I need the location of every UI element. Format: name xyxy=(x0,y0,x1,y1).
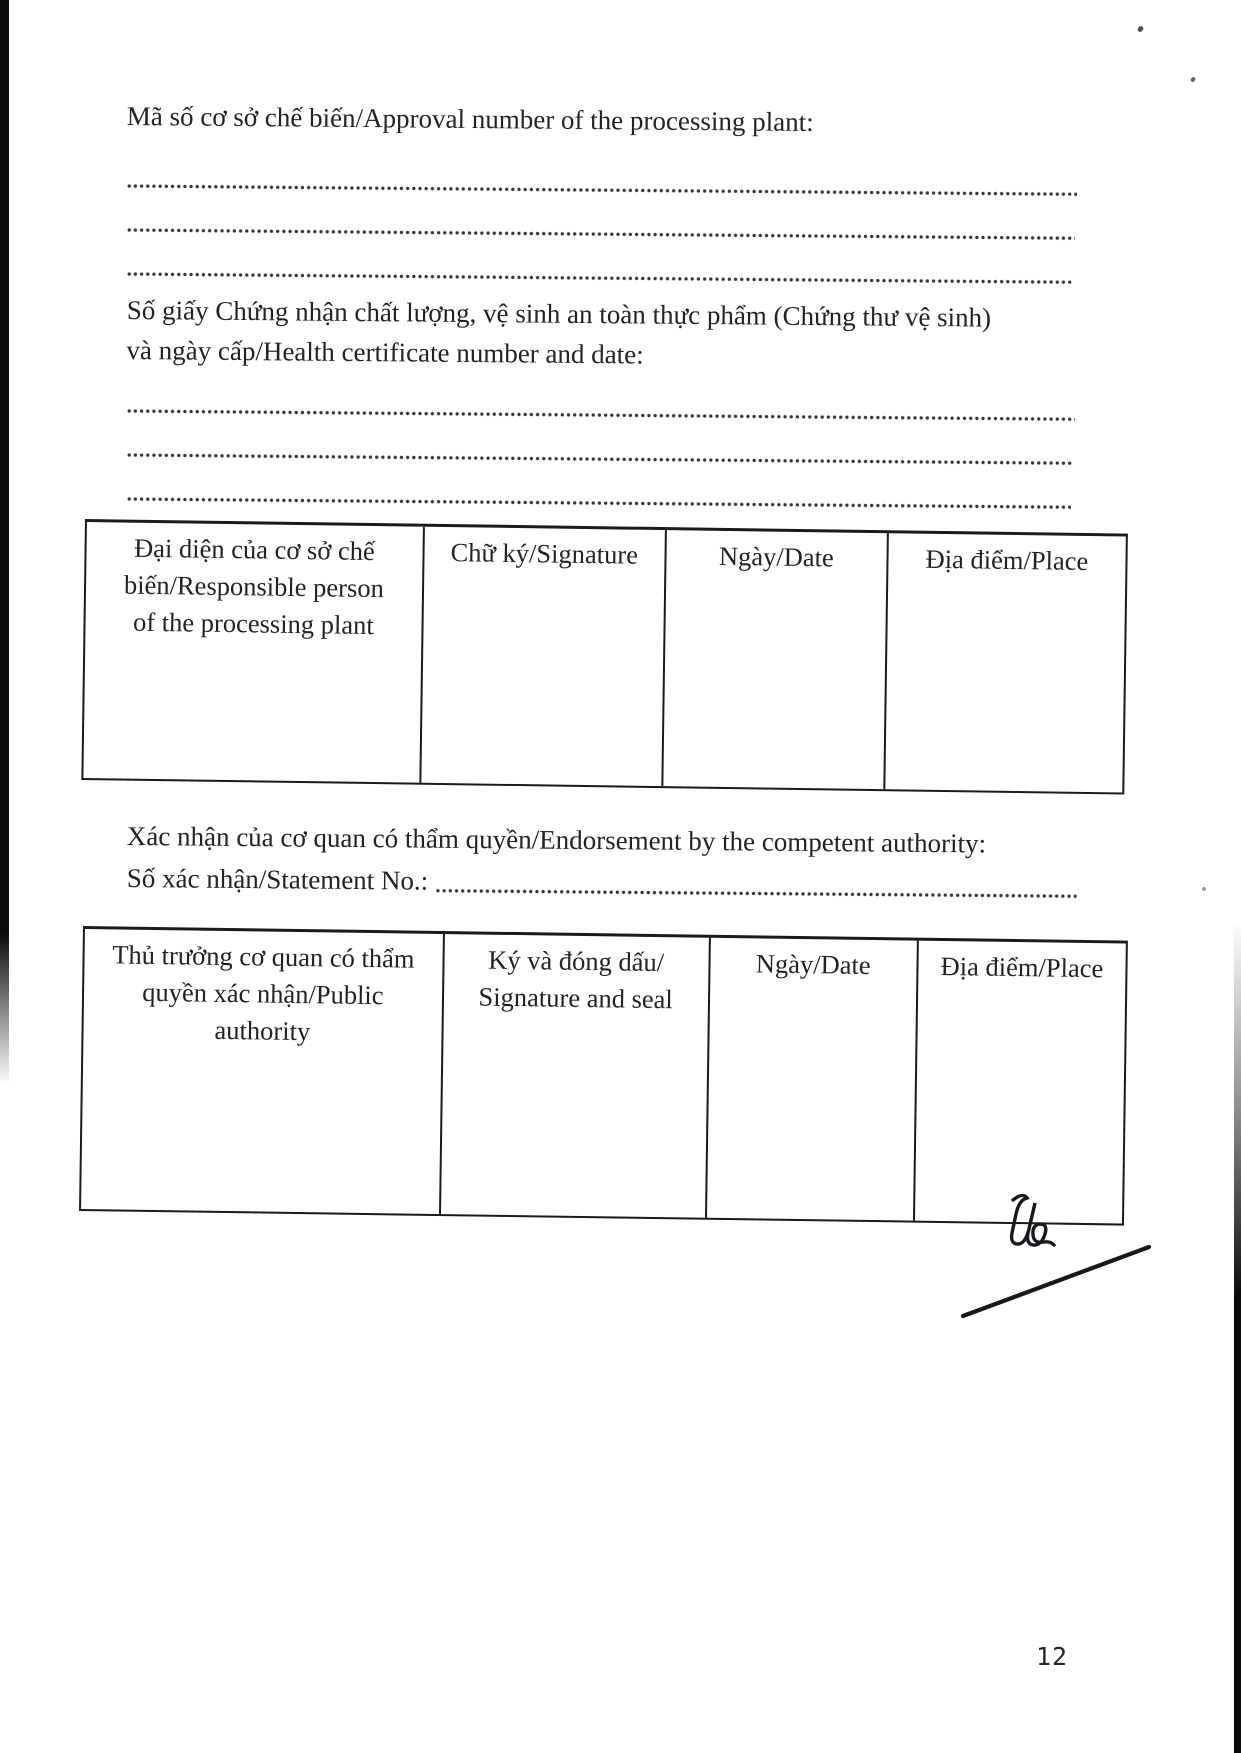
page-number: 12 xyxy=(1036,1642,1069,1671)
blank-dotted-line xyxy=(127,271,1073,285)
statement-number-line xyxy=(127,858,1077,906)
blank-dotted-line xyxy=(127,496,1071,510)
header-line: Ngày/Date xyxy=(755,948,871,980)
signature-initials-stroke xyxy=(1012,1195,1054,1245)
statement-number-label: Số xác nhận/Statement No.: xyxy=(126,862,429,896)
header-line: biến/Responsible person xyxy=(123,569,385,604)
scan-edge-left-strip xyxy=(0,0,9,1085)
table1-header-date xyxy=(661,530,887,789)
blank-dotted-line xyxy=(127,408,1075,422)
table2-header-date xyxy=(705,938,917,1221)
blank-dotted-line xyxy=(127,183,1077,197)
header-line: Signature and seal xyxy=(478,981,673,1015)
header-line: Ngày/Date xyxy=(718,540,834,573)
header-line: Ký và đóng dấu/ xyxy=(488,944,665,978)
processing-plant-signature-table xyxy=(81,519,1128,795)
header-line: quyền xác nhận/Public xyxy=(141,976,384,1011)
table1-header-signature xyxy=(419,527,665,786)
header-line: Chữ ký/Signature xyxy=(450,537,639,570)
header-line: Địa điểm/Place xyxy=(925,543,1089,577)
blank-dotted-line xyxy=(127,227,1075,241)
scan-edge-right-strip xyxy=(1234,920,1241,1753)
endorsement-label: Xác nhận của cơ quan có thẩm quyền/Endorsement by the competent authority: xyxy=(126,820,987,859)
health-certificate-label-line1: Số giấy Chứng nhận chất lượng, vệ sinh an toàn thực phẩm (Chứng thư vệ sinh) xyxy=(126,294,992,333)
header-line: of the processing plant xyxy=(132,606,374,641)
scan-speck xyxy=(1190,76,1196,82)
table2-header-signature-seal xyxy=(439,934,709,1218)
header-line: Đại diện của cơ sở chế xyxy=(133,532,375,567)
handwritten-signature xyxy=(925,1148,1175,1333)
header-line: authority xyxy=(214,1014,311,1047)
header-line: Địa điểm/Place xyxy=(940,950,1104,984)
health-certificate-label-line2: và ngày cấp/Health certificate number and date: xyxy=(126,334,644,370)
table1-header-place xyxy=(883,533,1126,792)
header-line: Thủ trưởng cơ quan có thẩm xyxy=(112,939,415,974)
approval-number-label: Mã số cơ sở chế biến/Approval number of the processing plant: xyxy=(126,100,814,137)
scan-speck xyxy=(1201,886,1207,892)
health-certificate-label xyxy=(126,290,991,378)
table1-header-responsible-person xyxy=(83,522,422,783)
table2-header-public-authority xyxy=(81,929,442,1214)
blank-dotted-line xyxy=(127,452,1073,466)
signature-diagonal-stroke xyxy=(963,1247,1149,1316)
scan-speck xyxy=(1137,25,1145,33)
blank-dotted-fill xyxy=(436,888,1077,900)
